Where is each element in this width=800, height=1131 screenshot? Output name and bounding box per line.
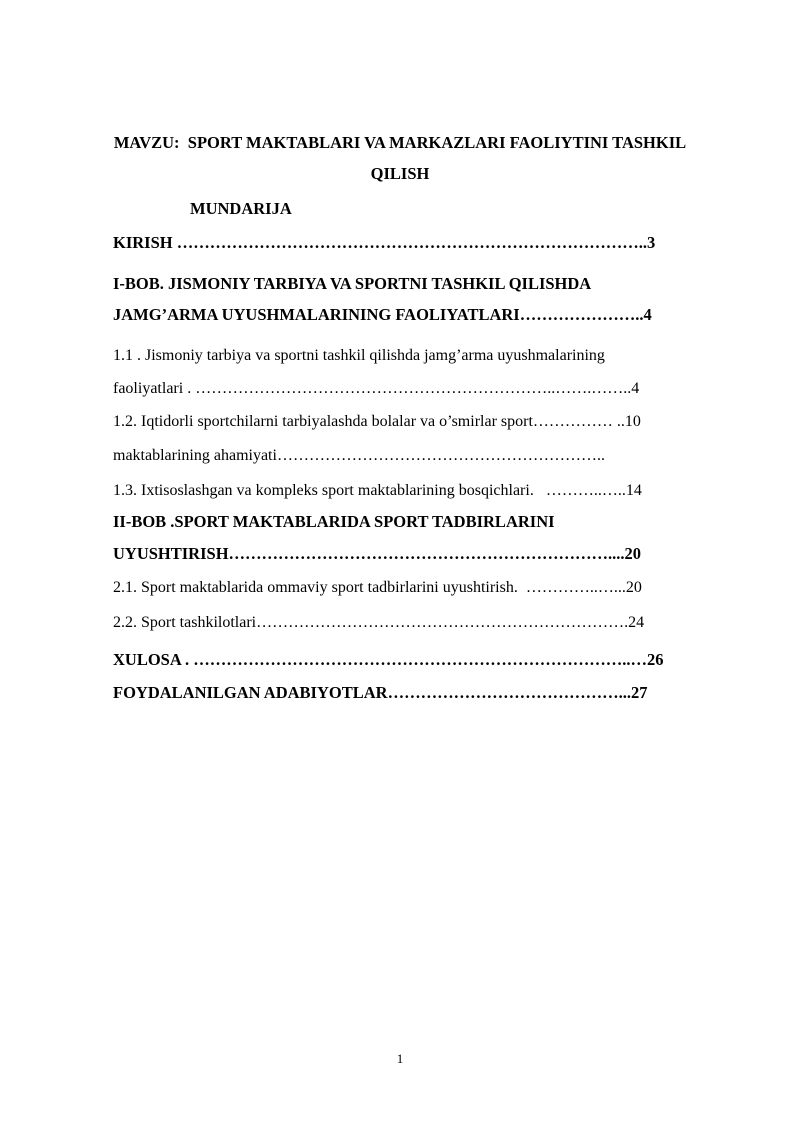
toc-entry-1-1-line-1: 1.1 . Jismoniy tarbiya va sportni tashkil qilishda jamg’arma uyushmalarining [113, 347, 605, 364]
toc-entry-2-2: 2.2. Sport tashkilotlari…………………………………………………………….24 [113, 614, 645, 631]
toc-entry-1-1-line-2: faoliyatlari . …………………………………………………………..…….……..4 [113, 380, 640, 397]
toc-entry-kirish: KIRISH …………………………………………………………………………..3 [113, 233, 656, 252]
page-number: 1 [396, 1051, 404, 1066]
toc-entry-xulosa: XULOSA . ……………………………………………………………………..…26 [113, 650, 664, 669]
toc-entry-2-1: 2.1. Sport maktablarida ommaviy sport tadbirlarini uyushtirish. …………..…...20 [113, 579, 642, 596]
toc-entry-chapter-1-line-1: I-BOB. JISMONIY TARBIYA VA SPORTNI TASHKIL QILISHDA [113, 274, 592, 293]
toc-entry-foydalanilgan: FOYDALANILGAN ADABIYOTLAR……………………………………...27 [113, 683, 648, 702]
toc-entry-1-3: 1.3. Ixtisoslashgan va kompleks sport maktablarining bosqichlari. ………..…..14 [113, 482, 642, 499]
topic-title-line-2: QILISH [370, 164, 430, 183]
toc-heading: MUNDARIJA [190, 199, 292, 218]
toc-entry-1-2-line-2: maktablarining ahamiyati…………………………………………………….. [113, 447, 605, 464]
topic-title-line-1: MAVZU: SPORT MAKTABLARI VA MARKAZLARI FAOLIYTINI TASHKIL [113, 133, 687, 152]
toc-entry-chapter-1-line-2: JAMG’ARMA UYUSHMALARINING FAOLIYATLARI…………………..4 [113, 305, 652, 324]
toc-entry-chapter-2-line-2: UYUSHTIRISH……………………………………………………………....20 [113, 544, 642, 563]
toc-entry-chapter-2-line-1: II-BOB .SPORT MAKTABLARIDA SPORT TADBIRLARINI [113, 512, 555, 531]
toc-entry-1-2-line-1: 1.2. Iqtidorli sportchilarni tarbiyalashda bolalar va o’smirlar sport…………… ..10 [113, 413, 641, 430]
